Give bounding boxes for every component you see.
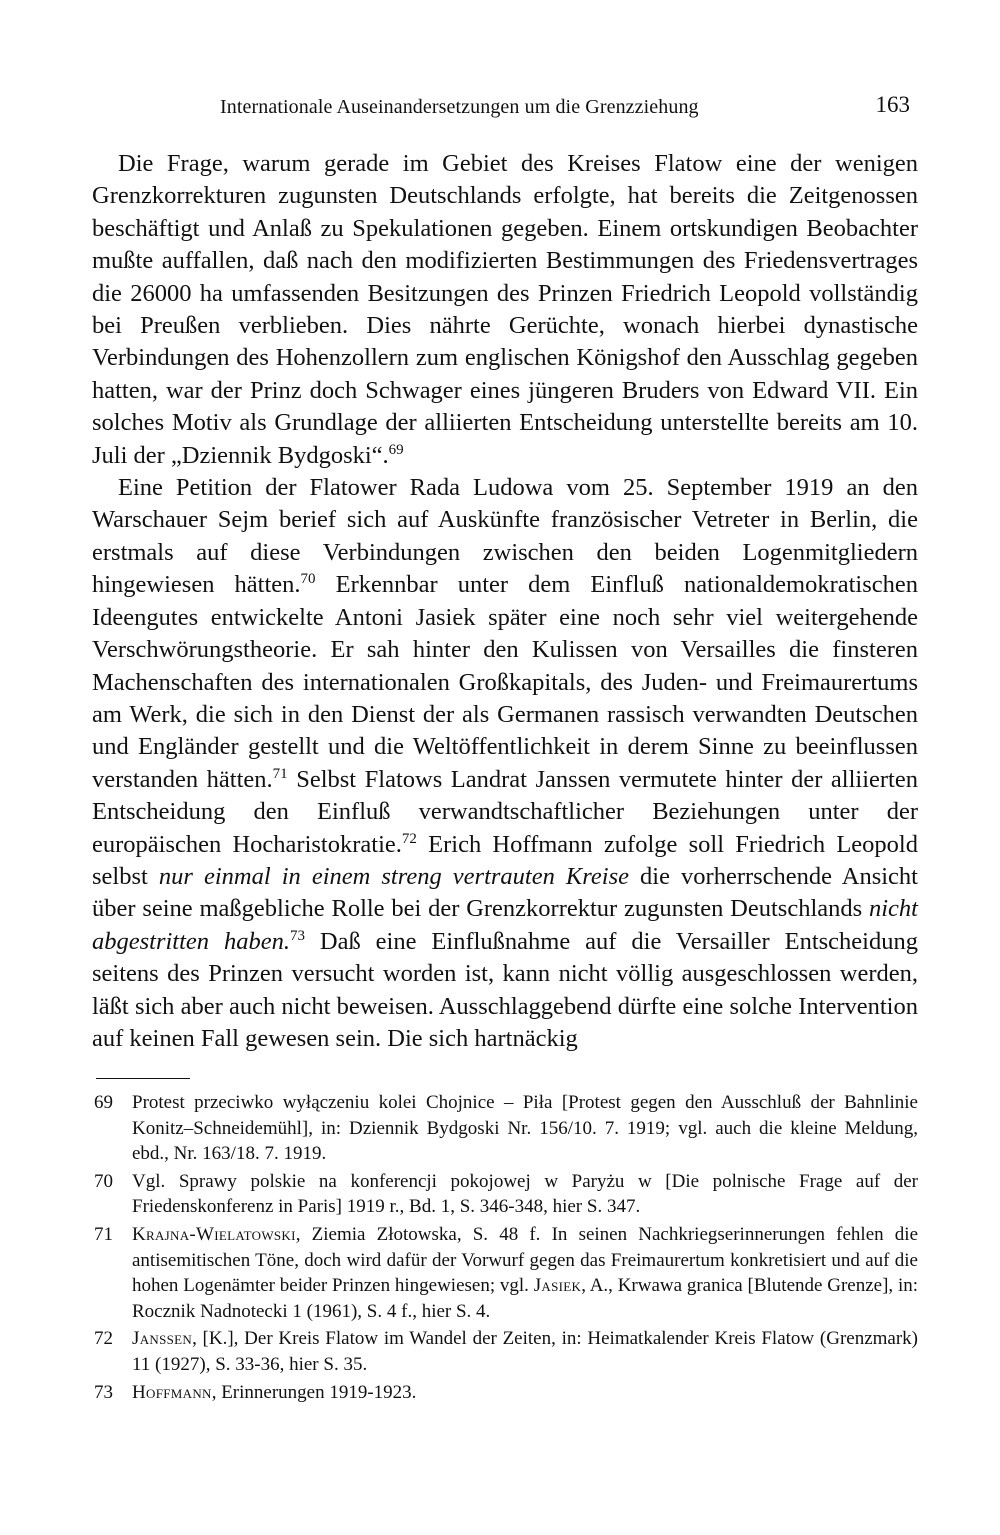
footnote-author: Janssen: [132, 1328, 193, 1350]
paragraph-text: die vorherrschende Ansicht über seine maßgebliche Rolle bei der Grenzkorrektur zugunsten Deutschlands: [92, 862, 918, 923]
footnote-number: 71: [94, 1223, 113, 1245]
page-number: 163: [875, 92, 910, 117]
footnote-ref-73[interactable]: 73: [289, 927, 305, 944]
footnote-text: , Erinnerungen 1919-1923.: [211, 1381, 417, 1403]
footnote-text: Protest przeciwko wyłączeniu kolei Chojnice – Piła [Protest gegen den Ausschluß der Bahnlinie Konitz–Schneidemühl], in: Dziennik Bydgoski Nr. 156/10. 7. 1919; vgl. auch die kleine Meldung, ebd., Nr. 163/18. 7. 1919.: [132, 1092, 918, 1165]
paragraph-text: Daß eine Einflußnahme auf die Versailler Entscheidung seitens des Prinzen versucht worden ist, kann nicht völlig ausgeschlossen werden, läßt sich aber auch nicht beweisen. Ausschlaggebend dürfte eine solche Intervention auf keinen Fall gewesen sein. Die sich hartnäckig: [92, 927, 918, 1052]
footnote-69: [92, 1090, 918, 1167]
paragraph-1: [92, 148, 918, 472]
footnote-ref-72[interactable]: 72: [401, 830, 417, 847]
footnote-72: [92, 1326, 918, 1377]
italic-quote: nur einmal in einem streng vertrauten Kreise: [158, 862, 629, 890]
page-header: [92, 90, 910, 130]
footnote-divider: [96, 1078, 190, 1079]
footnote-number: 70: [94, 1170, 113, 1192]
paragraph-text: Die Frage, warum gerade im Gebiet des Kreises Flatow eine der wenigen Grenzkorrekturen zugunsten Deutschlands erfolgte, hat bereits die Zeitgenossen beschäftigt und Anlaß zu Spekulationen gegeben. Einem ortskundigen Beobachter mußte auffallen, daß nach den modifizierten Bestimmungen des Friedensvertrages die 26000 ha umfassenden Besitzungen des Prinzen Friedrich Leopold vollständig bei Preußen verblieben. Dies nährte Gerüchte, wonach hierbei dynastische Verbindungen des Hohenzollern zum englischen Königshof den Ausschlag gegeben hatten, war der Prinz doch Schwager eines jüngeren Bruders von Edward VII. Ein solches Motiv als Grundlage der alliierten Entscheidung unterstellte bereits am 10. Juli der „Dziennik Bydgoski“.: [92, 150, 918, 469]
footnote-number: 72: [94, 1328, 113, 1350]
footnote-ref-69[interactable]: 69: [388, 441, 404, 458]
italic-quote: nicht abgestritten haben.: [92, 895, 918, 955]
footnote-70: [92, 1169, 918, 1220]
footnote-73: [92, 1380, 918, 1406]
footnote-author: Jasiek: [533, 1275, 582, 1297]
paragraph-text: Selbst Flatows Landrat Janssen vermutete hinter der alliierten Entscheidung den Einfluß verwandtschaftlicher Beziehungen unter der europäischen Hocharistokratie.: [92, 765, 918, 858]
footnote-text: Vgl. Sprawy polskie na konferencji pokojowej w Paryżu w [Die polnische Frage auf der Friedenskonferenz in Paris] 1919 r., Bd. 1, S. 346-348, hier S. 347.: [132, 1170, 918, 1218]
footnote-author: Krajna-Wielatowski: [132, 1223, 296, 1245]
footnote-author: Hoffmann: [132, 1381, 212, 1403]
footnote-number: 69: [94, 1092, 113, 1113]
paragraph-text: Erkennbar unter dem Einfluß nationaldemokratischen Ideengutes entwickelte Antoni Jasiek später eine noch sehr viel weitergehende Verschwörungstheorie. Er sah hinter den Kulissen von Versailles die finsteren Machenschaften des internationalen Großkapitals, des Juden- und Freimaurertums am Werk, die sich in den Dienst der als Germanen rassisch verwandten Deutschen und Engländer gestellt und die Weltöffentlichkeit in derem Sinne zu beeinflussen verstanden hätten.: [92, 571, 918, 793]
footnote-71: [92, 1222, 918, 1324]
footnotes: [92, 1090, 918, 1407]
footnote-number: 73: [94, 1381, 113, 1403]
footnote-text: , Ziemia Złotowska, S. 48 f. In seinen Nachkriegserinnerungen fehlen die antisemitischen Töne, doch wird dafür der Vorwurf gegen das Freimaurertum konkretisiert und auf die hohen Logenämter beider Prinzen hingewiesen; vgl.: [132, 1223, 918, 1297]
footnote-text: , [K.], Der Kreis Flatow im Wandel der Zeiten, in: Heimatkalender Kreis Flatow (Grenzmark) 11 (1927), S. 33-36, hier S. 35.: [132, 1328, 918, 1375]
paragraph-text: Eine Petition der Flatower Rada Ludowa vom 25. September 1919 an den Warschauer Sejm berief sich auf Auskünfte französischer Vetreter in Berlin, die erstmals auf diese Verbindungen zwischen den beiden Logenmitgliedern hingewiesen hätten.: [92, 474, 918, 599]
running-head: Internationale Auseinandersetzungen um die Grenzziehung: [220, 96, 699, 118]
paragraph-2: [92, 472, 918, 1055]
footnote-text: , A., Krwawa granica [Blutende Grenze], in: Rocznik Nadnotecki 1 (1961), S. 4 f., hier S. 4.: [132, 1275, 918, 1322]
main-text: [92, 148, 918, 1055]
paragraph-text: Erich Hoffmann zufolge soll Friedrich Leopold selbst: [92, 830, 918, 890]
footnote-ref-71[interactable]: 71: [272, 765, 288, 782]
footnote-ref-70[interactable]: 70: [300, 571, 316, 588]
